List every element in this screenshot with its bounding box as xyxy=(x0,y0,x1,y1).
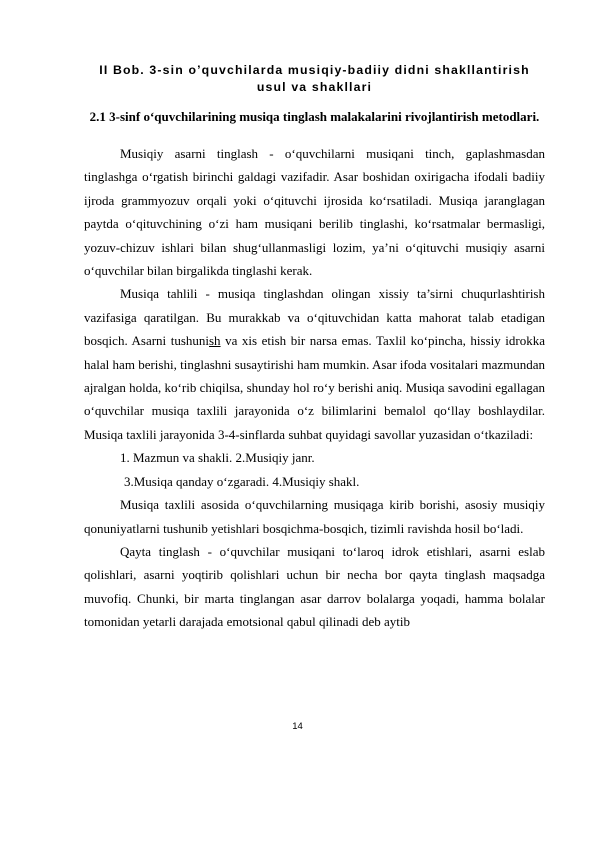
paragraph-listening: Musiqiy asarni tinglash - o‘quvchilarni musiqani tinch, gaplashmasdan tinglashga o‘rgatish birinchi galdagi vazifadir. Asar boshidan oxirigacha ifodali badiiy ijroda grammyozuv orqali yoki o‘qituvchi ijrosida ko‘rsatiladi. Musiqa jaranglagan paytda o‘qituvchining o‘zi ham musiqani berilib tinglashi, ko‘rsatmalar bermasligi, yozuv-chizuv ishlari bilan shug‘ullanmasligi lozim, ya’ni o‘qituvchi musiqiy asarni o‘quvchilar bilan birgalikda tinglashi kerak. xyxy=(84,146,545,279)
paragraph-analysis-text-end: va xis etish bir narsa emas. Taxlil ko‘pincha, hissiy idrokka halal ham berishi, tinglashni susaytirishi ham mumkin. Asar ifoda vositalari mazmundan ajralgan holda, ko‘rib chiqilsa, shunday hol ro‘y berishi aniq. Musiqa savodini egallagan o‘quvchilar musiqa taxlili jarayonida o‘z bilimlarini bemalol qo‘llay boshlaydilar. Musiqa taxlili jarayonida 3-4-sinflarda suhbat quyidagi savollar yuzasidan o‘tkaziladi: xyxy=(84,333,545,442)
question-list-line-1: 1. Mazmun va shakli. 2.Musiqiy janr. xyxy=(120,450,315,466)
section-title: 2.1 3-sinf o‘quvchilarining musiqa tinglash malakalarini rivojlantirish metodlari. xyxy=(89,109,540,124)
chapter-title: II Bob. 3-sin o’quvchilarda musiqiy-badiiy didni shakllantirish usul va shakllari xyxy=(99,63,530,94)
underlined-text: sh xyxy=(209,333,221,349)
paragraph-analysis-text-start: Musiqa tahlili - musiqa tinglashdan olingan xissiy ta’sirni chuqurlashtirish vazifasiga qaratilgan. Bu murakkab va o‘qituvchidan katta mahorat talab etadigan bosqich. Asarni tushuni xyxy=(84,286,545,349)
paragraph-analysis xyxy=(84,282,545,446)
document-page xyxy=(84,62,545,634)
paragraph-repeat-listening: Qayta tinglash - o‘quvchilar musiqani to‘laroq idrok etishlari, asarni eslab qolishlari, asarni yoqtirib qolishlari uchun bir necha bor qayta tinglash maqsadga muvofiq. Chunki, bir marta tinglangan asar darrov bolalarga yoqadi, hamma bolalar tomonidan yetarli darajada emotsional qabul qilinadi deb aytib xyxy=(84,543,545,630)
paragraph-analysis-result: Musiqa taxlili asosida o‘quvchilarning musiqaga kirib borishi, asosiy musiqiy qonuniyatlarni tushunib yetishlari bosqichma-bosqich, tizimli ravishda hosil bo‘ladi. xyxy=(84,497,545,536)
question-list-line-2: 3.Musiqa qanday o‘zgaradi. 4.Musiqiy shakl. xyxy=(124,473,360,489)
page-number: 14 xyxy=(292,721,303,732)
